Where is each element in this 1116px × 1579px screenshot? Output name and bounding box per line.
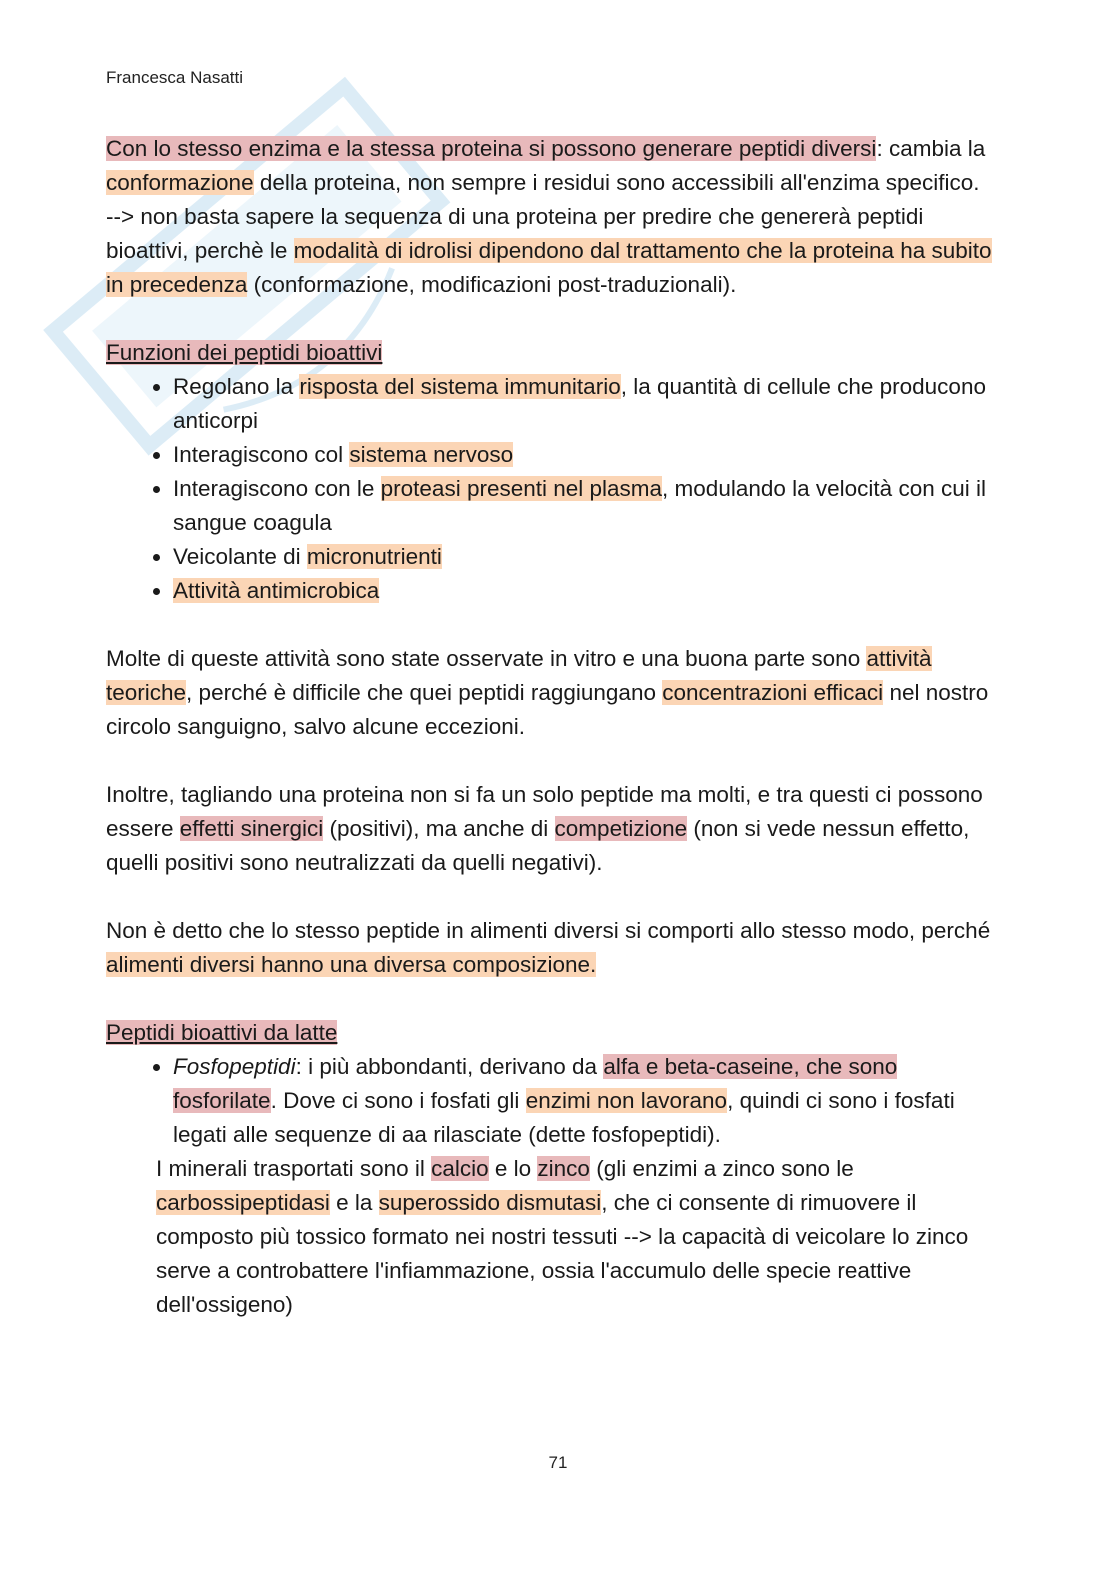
text-run: , quindi ci sono i fosfati legati alle sequenze di aa rilasciate (dette fosfopeptidi). <box>173 1088 955 1147</box>
highlight-text: superossido dismutasi <box>378 1190 602 1215</box>
text-run: Molte di queste attività sono state osservate in vitro e una buona parte sono <box>106 646 867 671</box>
text-run: nel nostro circolo sanguigno, salvo alcune eccezioni. <box>106 680 989 739</box>
highlight-text: calcio <box>431 1156 489 1181</box>
text-run: (conformazione, modificazioni post-traduzionali). <box>247 272 737 297</box>
list-item <box>173 438 1006 472</box>
section-heading: Peptidi bioattivi da latte <box>106 1020 338 1045</box>
highlight-text: alfa e beta-caseine, che sono fosforilate <box>173 1054 898 1113</box>
highlight-text: concentrazioni efficaci <box>662 680 884 705</box>
text-run: --> non basta sapere la sequenza di una proteina per predire che genererà peptidi bioattivi, perchè le <box>106 204 924 263</box>
term-fosfopeptidi: Fosfopeptidi <box>173 1054 296 1079</box>
text-run: Veicolante di <box>173 544 307 569</box>
text-run: della proteina, non sempre i residui sono accessibili all'enzima specifico. <box>253 170 980 195</box>
text-run: Interagiscono con le <box>173 476 381 501</box>
text-run: e la <box>329 1190 379 1215</box>
text-run: , perché è difficile che quei peptidi raggiungano <box>186 680 663 705</box>
section-functions <box>106 336 1006 608</box>
text-run: (positivi), ma anche di <box>323 816 555 841</box>
highlight-text: sistema nervoso <box>349 442 514 467</box>
text-run: , modulando la velocità con cui il sangue coagula <box>173 476 986 535</box>
highlight-text: conformazione <box>106 170 254 195</box>
paragraph-minerals <box>106 1152 1006 1322</box>
highlight-text: Con lo stesso enzima e la stessa proteina si possono generare peptidi diversi <box>106 136 877 161</box>
section-heading: Funzioni dei peptidi bioattivi <box>106 340 383 365</box>
text-run: : cambia la <box>876 136 986 161</box>
text-run: I minerali trasportati sono il <box>156 1156 432 1181</box>
list-item <box>173 1050 1006 1152</box>
list-item <box>173 472 1006 540</box>
paragraph-enzyme <box>106 132 1006 302</box>
milk-list <box>106 1050 1006 1152</box>
list-item <box>173 540 1006 574</box>
page-number: 71 <box>548 1453 568 1472</box>
highlight-text: Attività antimicrobica <box>173 578 380 603</box>
highlight-text: proteasi presenti nel plasma <box>380 476 663 501</box>
text-run: Interagiscono col <box>173 442 350 467</box>
highlight-text: micronutrienti <box>306 544 442 569</box>
list-item <box>173 370 1006 438</box>
paragraph-activities <box>106 642 1006 744</box>
text-run: : i più abbondanti, derivano da <box>295 1054 604 1079</box>
highlight-text: enzimi non lavorano <box>525 1088 728 1113</box>
highlight-text: carbossipeptidasi <box>156 1190 330 1215</box>
highlight-text: risposta del sistema immunitario <box>299 374 621 399</box>
highlight-text: zinco <box>537 1156 590 1181</box>
highlight-text: attività teoriche <box>106 646 932 705</box>
paragraph-foods <box>106 914 1006 982</box>
highlight-text: competizione <box>554 816 688 841</box>
functions-list <box>106 370 1006 608</box>
highlight-text: modalità di idrolisi dipendono dal trattamento che la proteina ha subito in precedenza <box>106 238 992 297</box>
author-name: Francesca Nasatti <box>106 68 243 87</box>
text-run: (gli enzimi a zinco sono le <box>589 1156 854 1181</box>
list-item <box>173 574 1006 608</box>
paragraph-synergy <box>106 778 1006 880</box>
text-run: e lo <box>488 1156 538 1181</box>
text-run: , la quantità di cellule che producono anticorpi <box>173 374 986 433</box>
text-run: Inoltre, tagliando una proteina non si fa un solo peptide ma molti, e tra questi ci possono essere <box>106 782 983 841</box>
section-milk-peptides <box>106 1016 1006 1322</box>
text-run: (non si vede nessun effetto, quelli positivi sono neutralizzati da quelli negativi). <box>106 816 970 875</box>
page-body <box>106 132 1006 1322</box>
text-run: Non è detto che lo stesso peptide in alimenti diversi si comporti allo stesso modo, perché <box>106 918 991 943</box>
text-run: Regolano la <box>173 374 300 399</box>
text-run: . Dove ci sono i fosfati gli <box>270 1088 526 1113</box>
highlight-text: effetti sinergici <box>179 816 324 841</box>
highlight-text: alimenti diversi hanno una diversa composizione. <box>106 952 597 977</box>
text-run: , che ci consente di rimuovere il composto più tossico formato nei nostri tessuti --> la capacità di veicolare lo zinco serve a controbattere l'infiammazione, ossia l'accumulo delle specie reattive dell'ossigeno) <box>156 1190 969 1317</box>
